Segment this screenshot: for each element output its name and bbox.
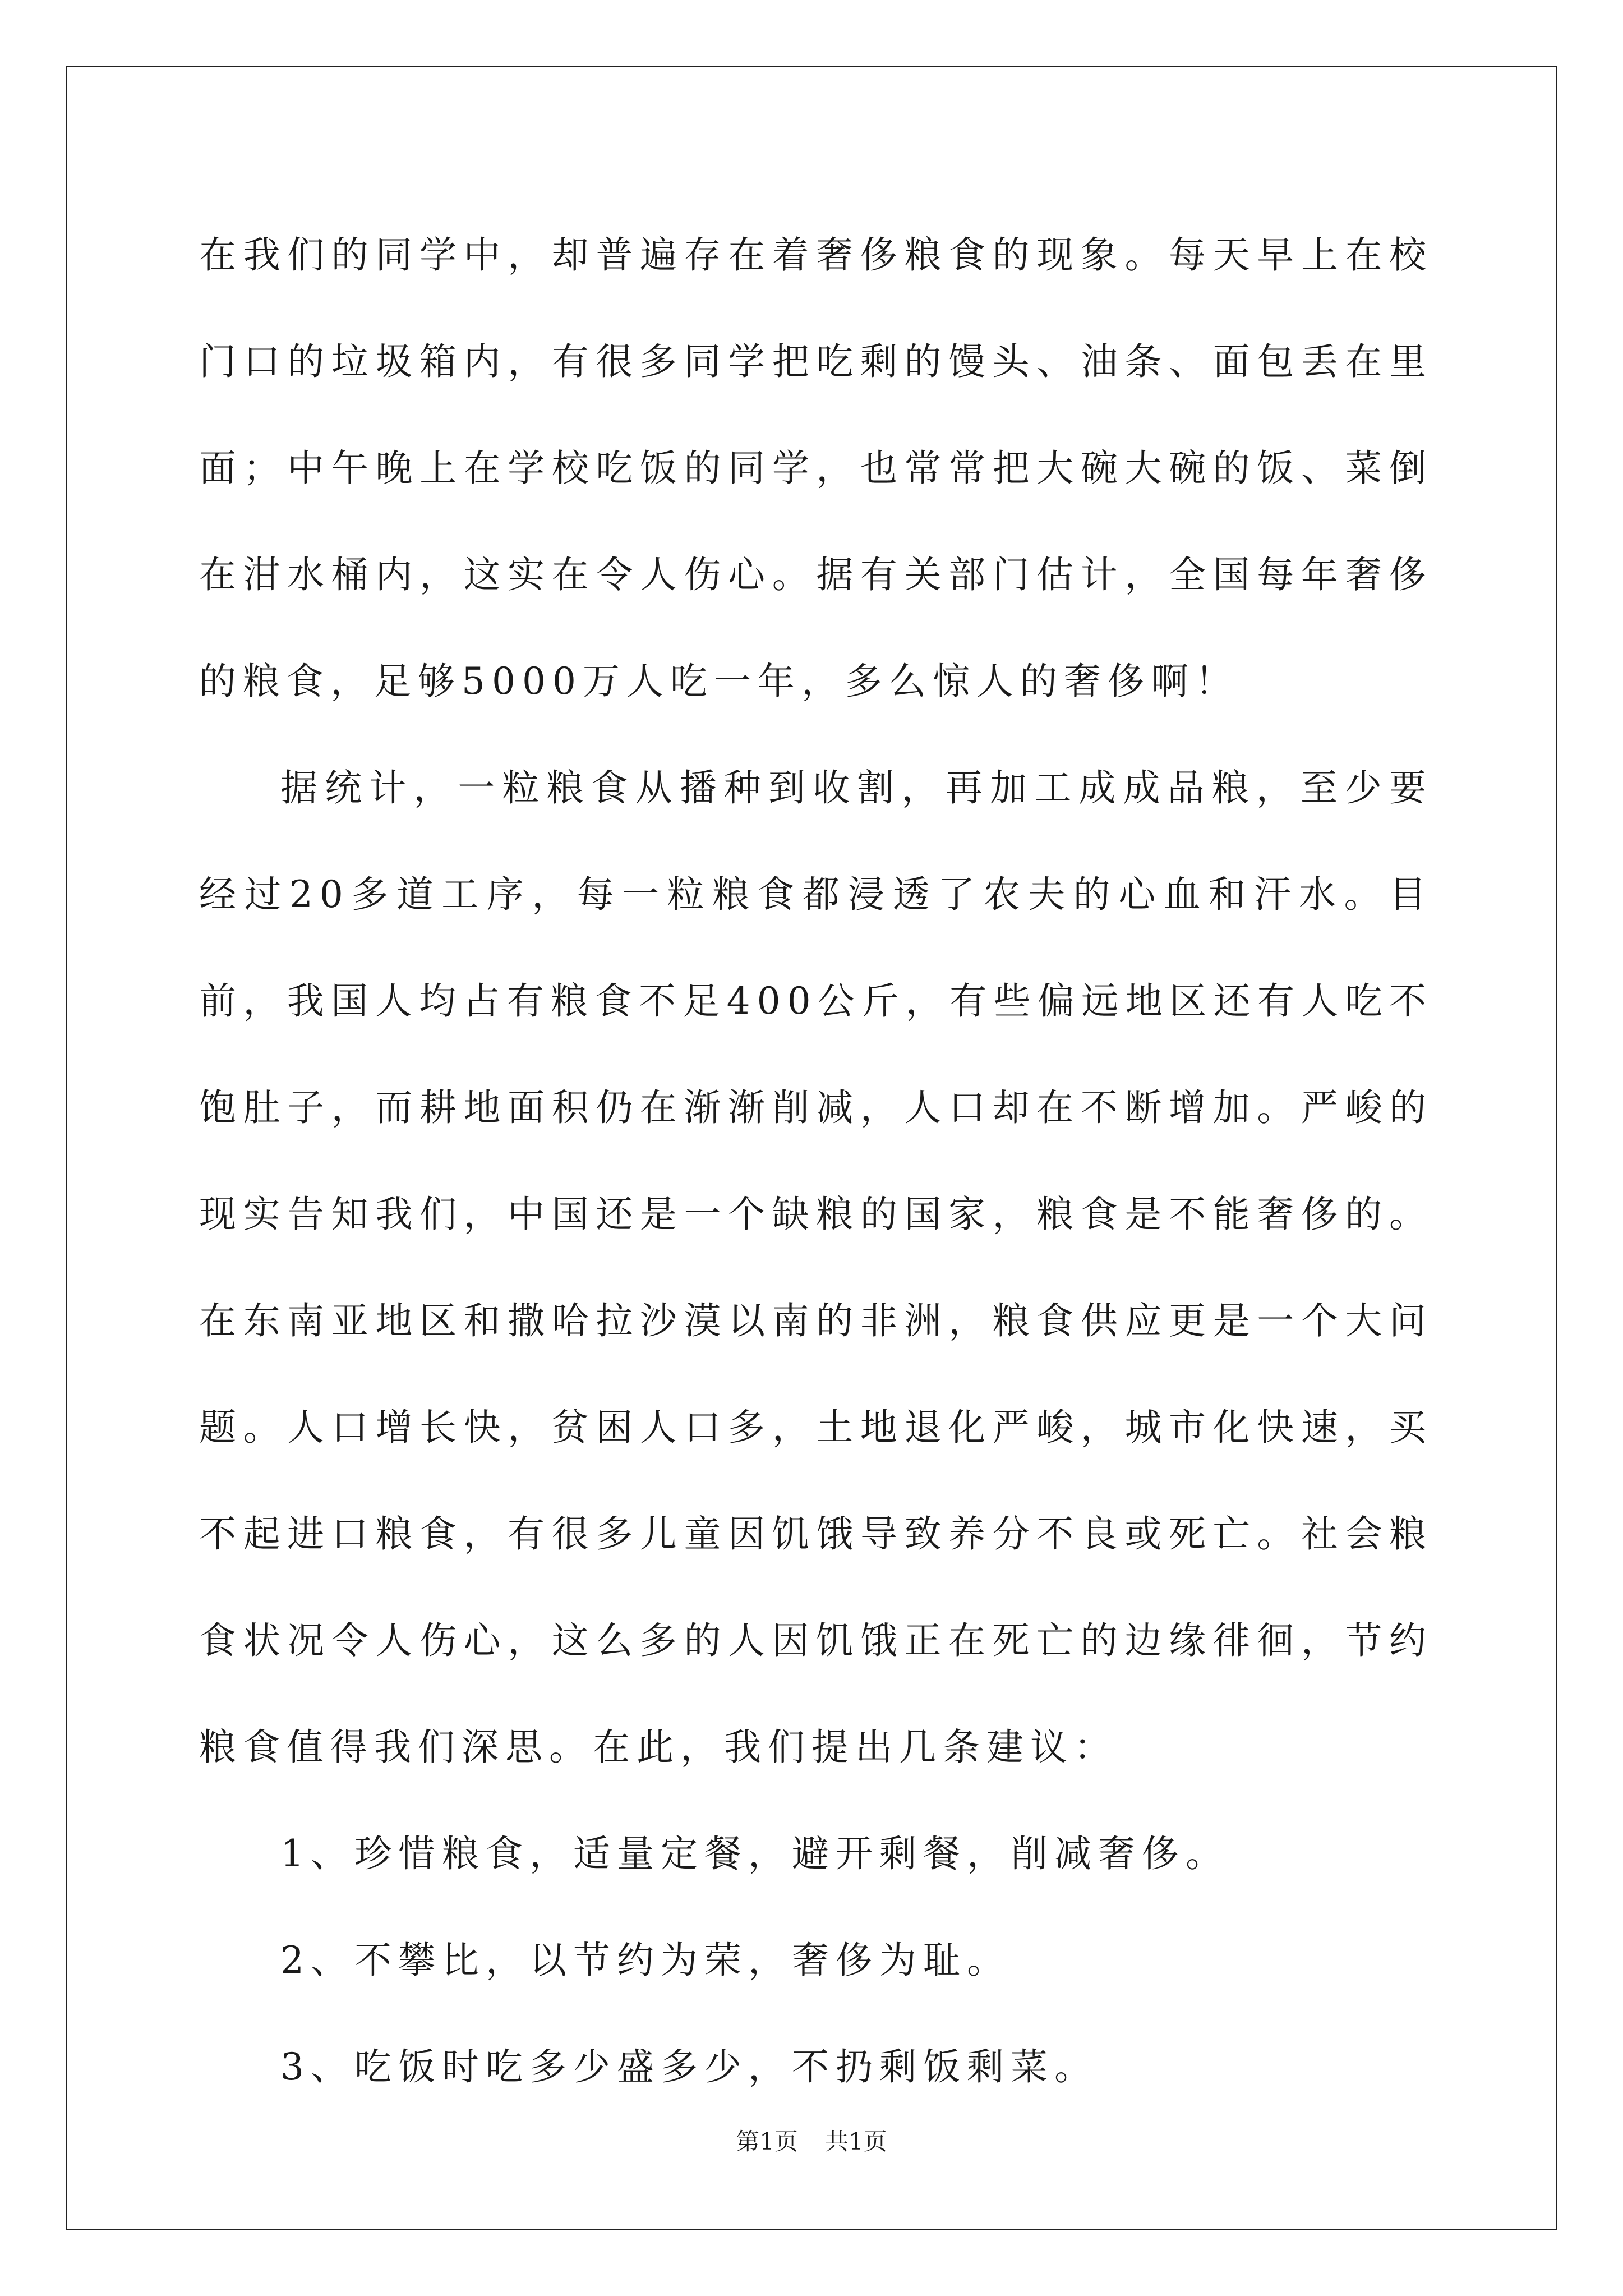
total-pages: 共1页: [825, 2128, 887, 2155]
suggestion-3: 3、吃饭时吃多少盛多少，不扔剩饭剩菜。: [280, 2045, 1098, 2088]
page-footer: [0, 2125, 1623, 2159]
paragraph-2: 据统计，一粒粮食从播种到收割，再加工成成品粮，至少要经过20多道工序，每一粒粮食都浸透了农夫的心血和汗水。目前，我国人均占有粮食不足400公斤，有些偏远地区还有人吃不饱肚子，而耕地面积仍在渐渐削减，人口却在不断增加。严峻的现实告知我们，中国还是一个缺粮的国家，粮食是不能奢侈的。在东南亚地区和撒哈拉沙漠以南的非洲，粮食供应更是一个大问题。人口增长快，贫困人口多，土地退化严峻，城市化快速，买不起进口粮食，有很多儿童因饥饿导致养分不良或死亡。社会粮食状况令人伤心，这么多的人因饥饿正在死亡的边缘徘徊，节约粮食值得我们深思。在此，我们提出几条建议：: [199, 766, 1433, 1769]
page-number: 第1页: [736, 2128, 798, 2155]
suggestion-1: 1、珍惜粮食，适量定餐，避开剩餐，削减奢侈。: [280, 1832, 1229, 1875]
paragraph-1: 在我们的同学中，却普遍存在着奢侈粮食的现象。每天早上在校门口的垃圾箱内，有很多同学把吃剩的馒头、油条、面包丢在里面；中午晚上在学校吃饭的同学，也常常把大碗大碗的饭、菜倒在泔水桶内，这实在令人伤心。据有关部门估计，全国每年奢侈的粮食，足够5000万人吃一年，多么惊人的奢侈啊！: [199, 233, 1433, 703]
document-body: [199, 202, 1433, 2120]
suggestion-2: 2、不攀比，以节约为荣，奢侈为耻。: [280, 1939, 1011, 1982]
